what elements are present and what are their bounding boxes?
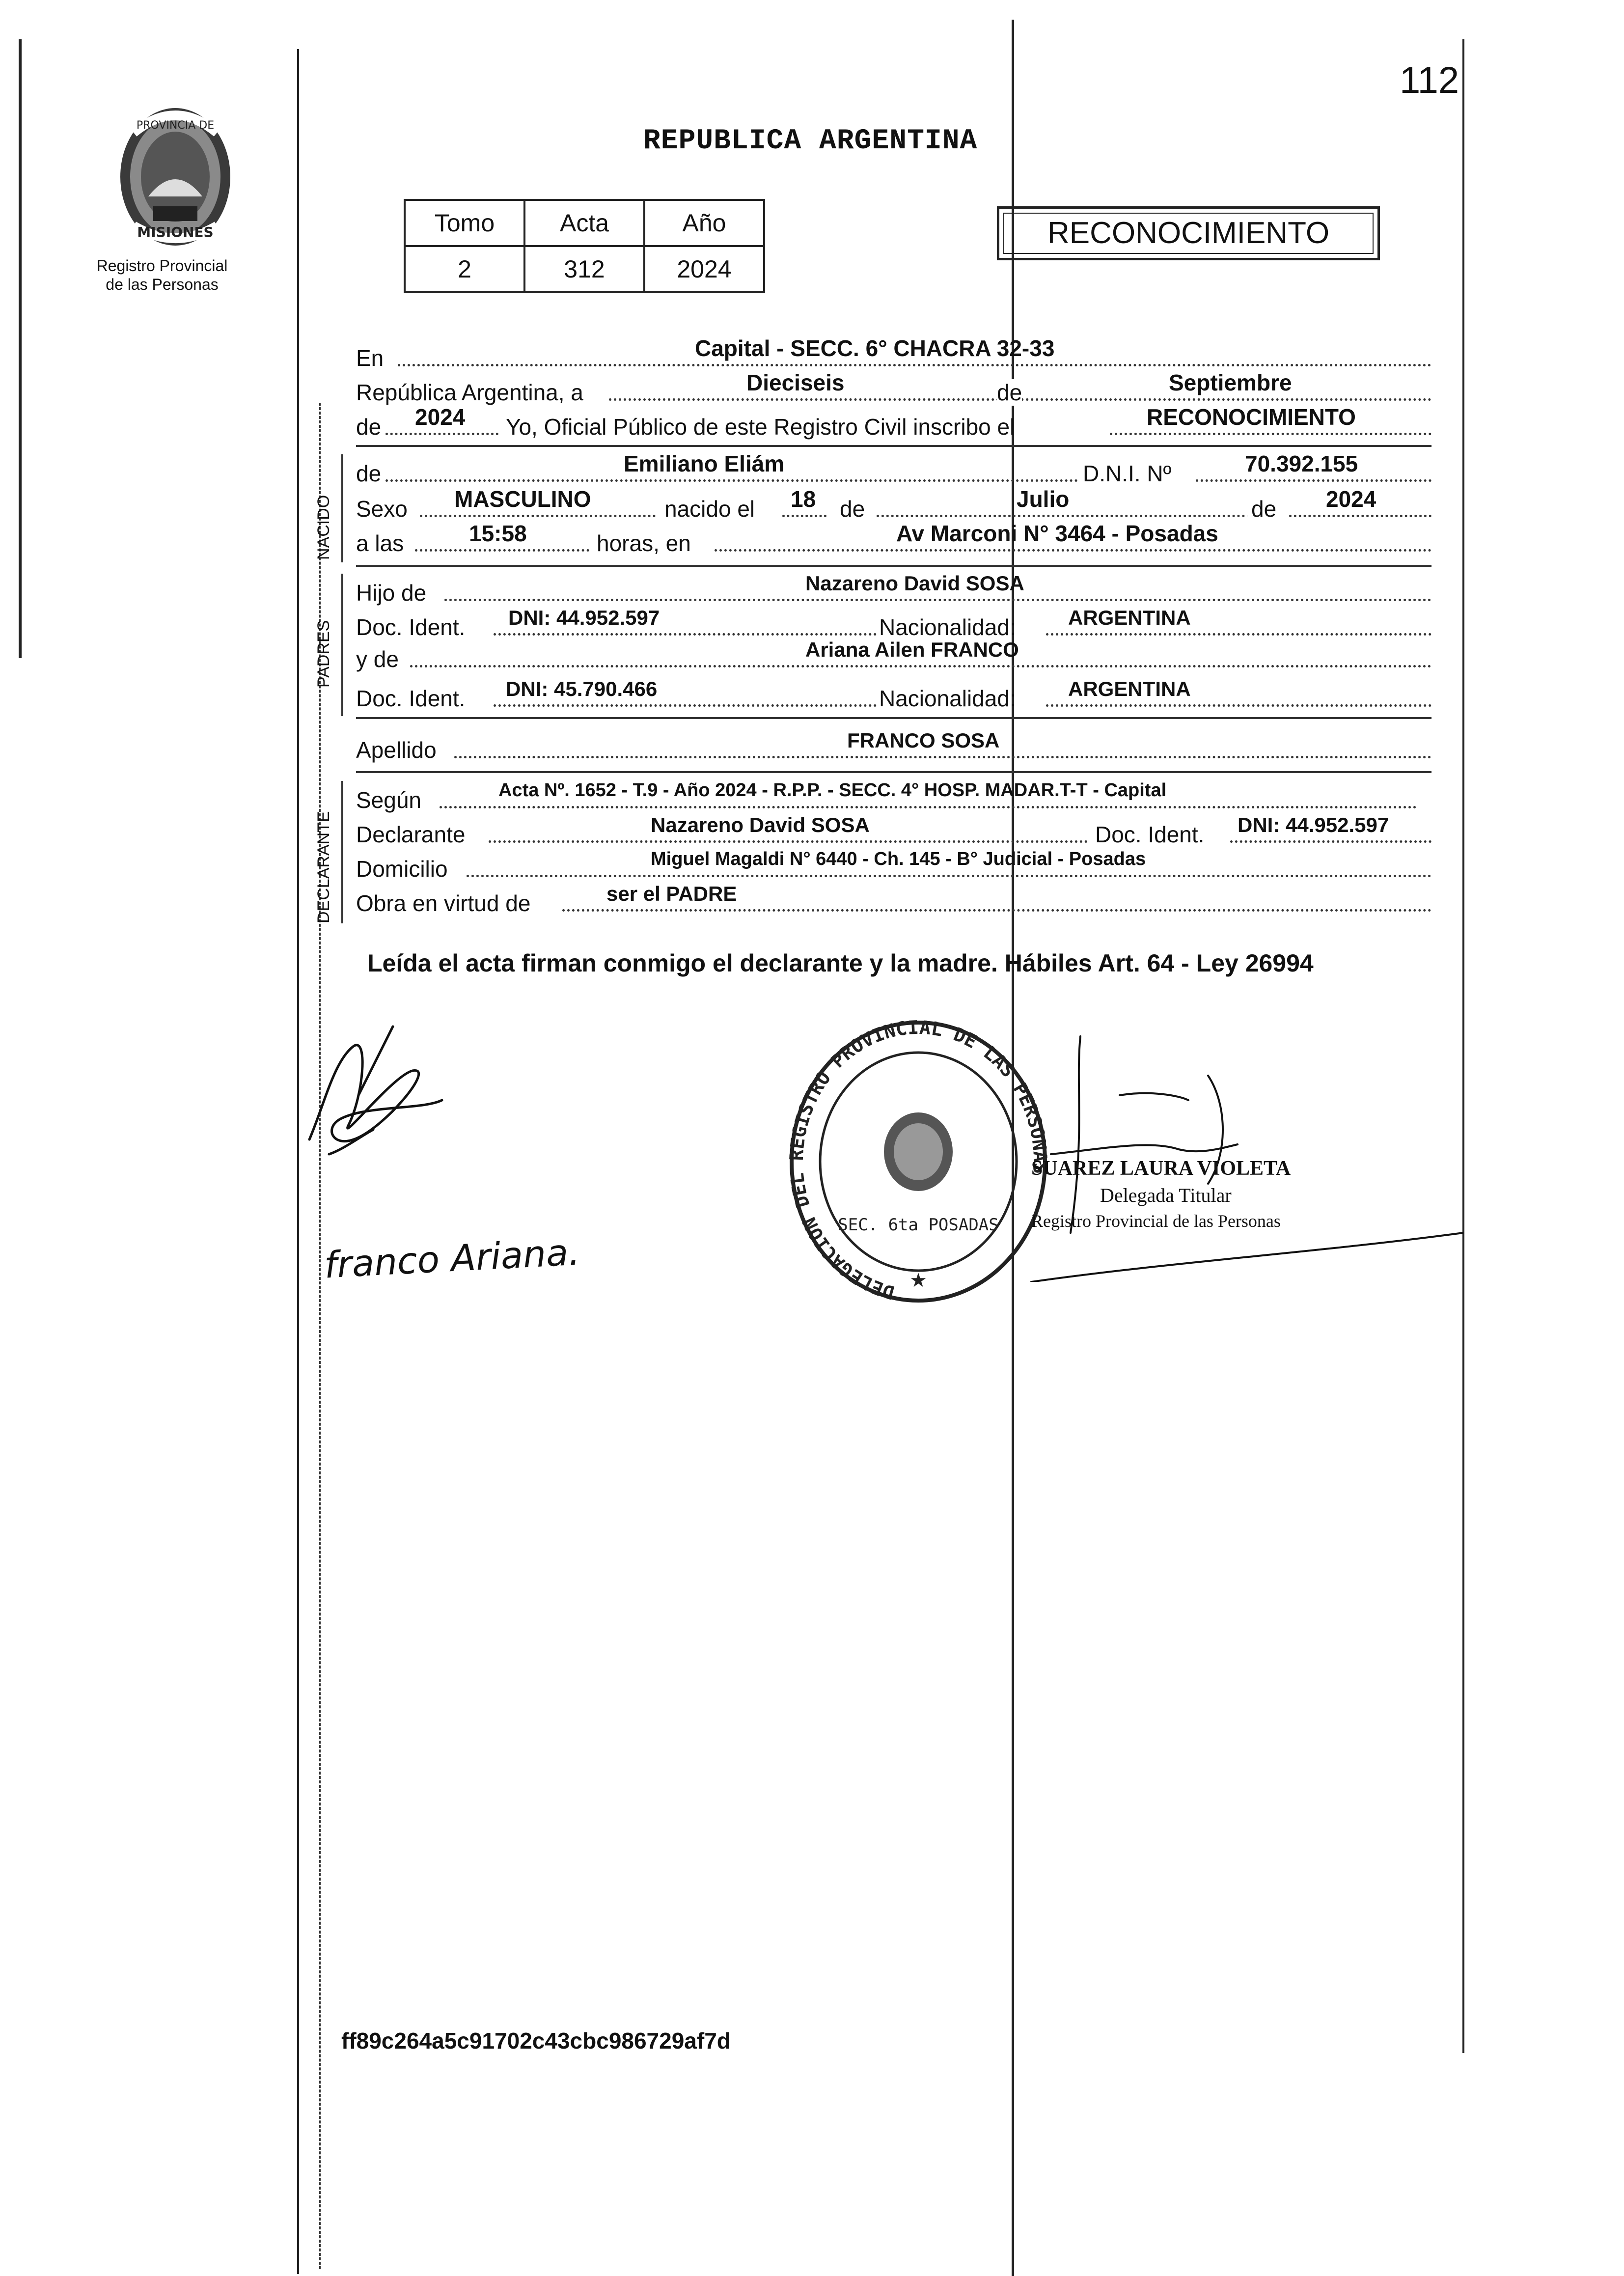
registry-caption-line1: Registro Provincial — [96, 257, 228, 275]
birth-time: 15:58 — [469, 521, 527, 546]
tomo-header: Tomo — [405, 200, 524, 246]
obra-value: ser el PADRE — [606, 882, 737, 905]
doc-ident-label-3: Doc. Ident. — [1095, 822, 1205, 847]
row-hora — [356, 521, 1431, 556]
row-inscribe — [356, 404, 1431, 440]
month-dots — [877, 515, 1255, 517]
padre-doc-dots — [494, 633, 877, 636]
row-domicilio — [356, 849, 1431, 882]
row-padre — [356, 572, 1431, 606]
de-month-label: de — [840, 496, 865, 522]
nacido-bracket — [341, 454, 343, 562]
declarante-side-label: DECLARANTE — [314, 811, 333, 923]
row-apellido — [356, 729, 1431, 763]
birth-place: Av Marconi N° 3464 - Posadas — [896, 521, 1218, 546]
en-value: Capital - SECC. 6° CHACRA 32-33 — [695, 335, 1055, 361]
record-table — [404, 199, 765, 293]
padres-bracket — [341, 574, 343, 716]
mother-nationality: ARGENTINA — [1068, 677, 1191, 700]
obra-label: Obra en virtud de — [356, 890, 531, 916]
segun-label: Según — [356, 787, 422, 813]
tomo-value: 2 — [405, 246, 524, 292]
domicilio-value: Miguel Magaldi N° 6440 - Ch. 145 - B° Judicial - Posadas — [651, 849, 1146, 869]
svg-text:SEC. 6ta POSADAS: SEC. 6ta POSADAS — [838, 1215, 999, 1235]
svg-text:PROVINCIA DE: PROVINCIA DE — [136, 119, 215, 132]
row-obra — [356, 884, 1431, 914]
year-dots — [385, 433, 498, 435]
inscribe-dots — [1110, 433, 1431, 435]
de-name-label: de — [356, 461, 382, 486]
en-label: En — [356, 345, 384, 371]
inscribe-value: RECONOCIMIENTO — [1147, 404, 1356, 430]
father-nationality: ARGENTINA — [1068, 606, 1191, 629]
nacido-label: nacido el — [664, 496, 755, 522]
yo-label: Yo, Oficial Público de este Registro Civil inscribo el — [506, 414, 1015, 440]
handwritten-signature — [323, 1231, 581, 1286]
sexo-value: MASCULINO — [454, 486, 591, 512]
doc-ident-label-2: Doc. Ident. — [356, 686, 466, 711]
segun-value: Acta Nº. 1652 - T.9 - Año 2024 - R.P.P. - SECC. 4° HOSP. MADAR.T-T - Capital — [498, 780, 1167, 801]
handwritten-signature-text: franco Ariana. — [323, 1231, 581, 1287]
official-stamp — [788, 1019, 1048, 1304]
declarante-label: Declarante — [356, 822, 466, 847]
separator-3 — [356, 717, 1431, 719]
madre-dots — [410, 665, 1431, 667]
declarante-bracket — [341, 781, 343, 923]
day-dots — [782, 515, 826, 517]
declarante-doc-dots — [1230, 840, 1431, 843]
a-las-label: a las — [356, 530, 404, 556]
declarant-doc: DNI: 44.952.597 — [1238, 813, 1389, 836]
padre-dots — [444, 599, 1431, 601]
surname-value: FRANCO SOSA — [847, 729, 1000, 752]
birth-day: 18 — [791, 486, 816, 512]
sexo-dots — [420, 515, 656, 517]
dni-label: D.N.I. Nº — [1083, 461, 1172, 486]
de-year2-label: de — [1247, 496, 1280, 522]
sexo-label: Sexo — [356, 496, 408, 522]
svg-text:MISIONES: MISIONES — [137, 224, 214, 240]
apellido-dots — [454, 756, 1431, 758]
document-title: REPUBLICA ARGENTINA — [643, 125, 978, 157]
svg-text:DELEGACION DEL REGISTRO PROVIN: DELEGACION DEL EGISTRO PROVINCIAL DE LAS PERSON — [788, 1019, 1048, 1304]
nacionalidad-label-2: Nacionalidad: — [879, 686, 1016, 711]
en-dots — [398, 364, 1431, 366]
row-madre — [356, 638, 1431, 672]
byear-dots — [1289, 515, 1431, 517]
declarante-dots — [489, 840, 1088, 843]
acta-header: Acta — [524, 200, 644, 246]
nacionalidad-label: Nacionalidad: — [879, 614, 1016, 640]
obra-dots — [562, 909, 1431, 912]
province-seal — [114, 103, 237, 250]
separator-2 — [356, 565, 1431, 567]
mother-name: Ariana Ailen FRANCO — [805, 638, 1019, 661]
dni-value: 70.392.155 — [1245, 451, 1358, 476]
official-org: Registro Provincial de las Personas — [1031, 1211, 1281, 1231]
day-value: Dieciseis — [746, 370, 845, 395]
record-type-box: RECONOCIMIENTO — [997, 206, 1380, 260]
father-name: Nazareno David SOSA — [805, 572, 1024, 595]
mother-doc: DNI: 45.790.466 — [506, 677, 658, 700]
row-sexo — [356, 486, 1431, 522]
birth-month: Julio — [1017, 486, 1070, 512]
page-number: 112 — [1400, 59, 1459, 101]
de-year-label: de — [356, 414, 382, 440]
row-segun — [356, 780, 1431, 813]
row-madre-doc — [356, 679, 1431, 709]
document-hash: ff89c264a5c91702c43cbc986729af7d — [341, 2028, 731, 2054]
registry-caption-line2: de las Personas — [106, 276, 219, 293]
hijo-label: Hijo de — [356, 580, 427, 606]
row-declarante — [356, 815, 1431, 845]
mother-signature-scribble — [295, 1017, 491, 1174]
republica-label: República Argentina, a — [356, 380, 583, 405]
nacido-side-label: NACIDO — [314, 495, 333, 560]
registry-caption — [83, 256, 241, 294]
row-fecha — [356, 370, 1431, 405]
official-name: SUAREZ LAURA VIOLETA — [1031, 1157, 1291, 1180]
dni-dots — [1196, 479, 1431, 482]
row-en — [356, 335, 1431, 371]
doc-ident-label: Doc. Ident. — [356, 614, 466, 640]
father-doc: DNI: 44.952.597 — [508, 606, 660, 629]
y-de-label: y de — [356, 646, 399, 672]
horas-label: horas, en — [597, 530, 691, 556]
madre-doc-dots — [494, 704, 877, 707]
separator-4 — [356, 771, 1431, 773]
declarant-name: Nazareno David SOSA — [651, 813, 870, 836]
apellido-label: Apellido — [356, 737, 437, 763]
hora-dots — [415, 549, 589, 552]
anio-value: 2024 — [644, 246, 764, 292]
official-role: Delegada Titular — [1100, 1184, 1232, 1206]
row-name — [356, 451, 1431, 486]
row-padre-doc — [356, 608, 1431, 638]
padre-nac-dots — [1046, 633, 1431, 636]
official-signature-scribble — [1021, 1027, 1463, 1282]
madre-nac-dots — [1046, 704, 1431, 707]
place-dots — [715, 549, 1431, 552]
name-value: Emiliano Eliám — [624, 451, 785, 476]
name-dots — [385, 479, 1078, 482]
closing-text: Leída el acta firman conmigo el declarante y la madre. Hábiles Art. 64 - Ley 26994 — [367, 949, 1314, 977]
birth-year: 2024 — [1326, 486, 1376, 512]
separator-1 — [356, 445, 1431, 447]
domicilio-dots — [467, 875, 1431, 877]
left-binding-mark — [19, 39, 22, 658]
year-value: 2024 — [415, 404, 466, 430]
month-value: Septiembre — [1169, 370, 1292, 395]
segun-dots — [440, 806, 1417, 808]
acta-value: 312 — [524, 246, 644, 292]
padres-side-label: PADRES — [314, 620, 333, 688]
anio-header: Año — [644, 200, 764, 246]
svg-text:★: ★ — [909, 1269, 927, 1292]
de-label: de — [997, 380, 1022, 405]
domicilio-label: Domicilio — [356, 856, 448, 882]
